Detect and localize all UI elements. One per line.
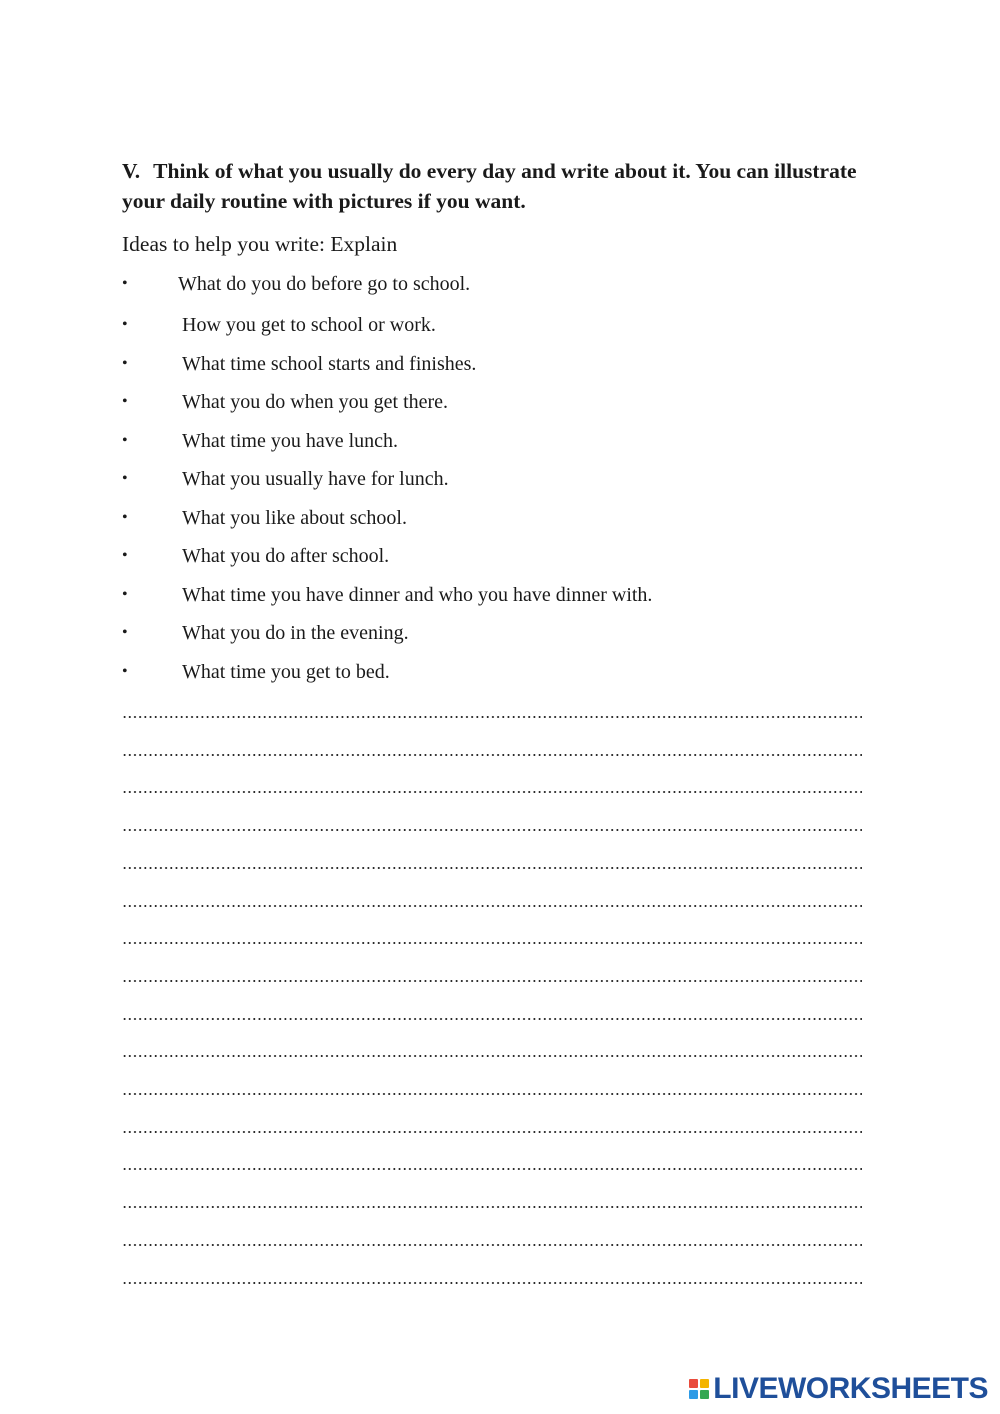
list-item-text: What do you do before go to school. — [178, 273, 471, 295]
bullet-icon: • — [122, 316, 128, 333]
writing-line[interactable] — [122, 1244, 862, 1246]
ideas-intro: Ideas to help you write: Explain — [122, 232, 398, 256]
list-item-text: What time you have lunch. — [182, 430, 399, 452]
bullet-icon: • — [122, 470, 128, 487]
bullet-icon: • — [122, 275, 128, 292]
logo-square — [689, 1379, 698, 1388]
bullet-icon: • — [122, 624, 128, 641]
bullet-icon: • — [122, 355, 128, 372]
bullet-icon: • — [122, 393, 128, 410]
writing-line[interactable] — [122, 1168, 862, 1170]
writing-line[interactable] — [122, 754, 862, 756]
writing-line[interactable] — [122, 1131, 862, 1133]
writing-line[interactable] — [122, 942, 862, 944]
list-item-text: What you like about school. — [182, 507, 407, 529]
writing-line[interactable] — [122, 1055, 862, 1057]
bullet-icon: • — [122, 547, 128, 564]
writing-line[interactable] — [122, 1206, 862, 1208]
list-item-text: How you get to school or work. — [182, 314, 436, 336]
writing-line[interactable] — [122, 867, 862, 869]
liveworksheets-logo — [689, 1372, 988, 1406]
list-item-text: What time school starts and finishes. — [182, 353, 477, 375]
list-item-text: What you do in the evening. — [182, 622, 409, 644]
list-item-text: What you do after school. — [182, 545, 390, 567]
exercise-instruction-text: Think of what you usually do every day and write about it. You can illustrate your daily routine with pictures if you want. — [122, 159, 857, 213]
liveworksheets-logo-text: LIVEWORKSHEETS — [713, 1372, 988, 1405]
logo-square — [700, 1390, 709, 1399]
writing-line[interactable] — [122, 829, 862, 831]
bullet-icon: • — [122, 663, 128, 680]
list-item-text: What you usually have for lunch. — [182, 468, 449, 490]
list-item-text: What you do when you get there. — [182, 391, 449, 413]
liveworksheets-mark-icon — [689, 1379, 709, 1399]
writing-line[interactable] — [122, 1018, 862, 1020]
writing-line[interactable] — [122, 1093, 862, 1095]
writing-line[interactable] — [122, 905, 862, 907]
bullet-icon: • — [122, 432, 128, 449]
logo-square — [700, 1379, 709, 1388]
bullet-icon: • — [122, 509, 128, 526]
writing-line[interactable] — [122, 980, 862, 982]
list-item-text: What time you have dinner and who you have dinner with. — [182, 584, 653, 606]
writing-line[interactable] — [122, 791, 862, 793]
logo-square — [689, 1390, 698, 1399]
list-item-text: What time you get to bed. — [182, 661, 390, 683]
bullet-icon: • — [122, 586, 128, 603]
writing-line[interactable] — [122, 716, 862, 718]
exercise-instruction — [122, 156, 882, 216]
exercise-number: V. — [122, 159, 141, 183]
writing-line[interactable] — [122, 1282, 862, 1284]
